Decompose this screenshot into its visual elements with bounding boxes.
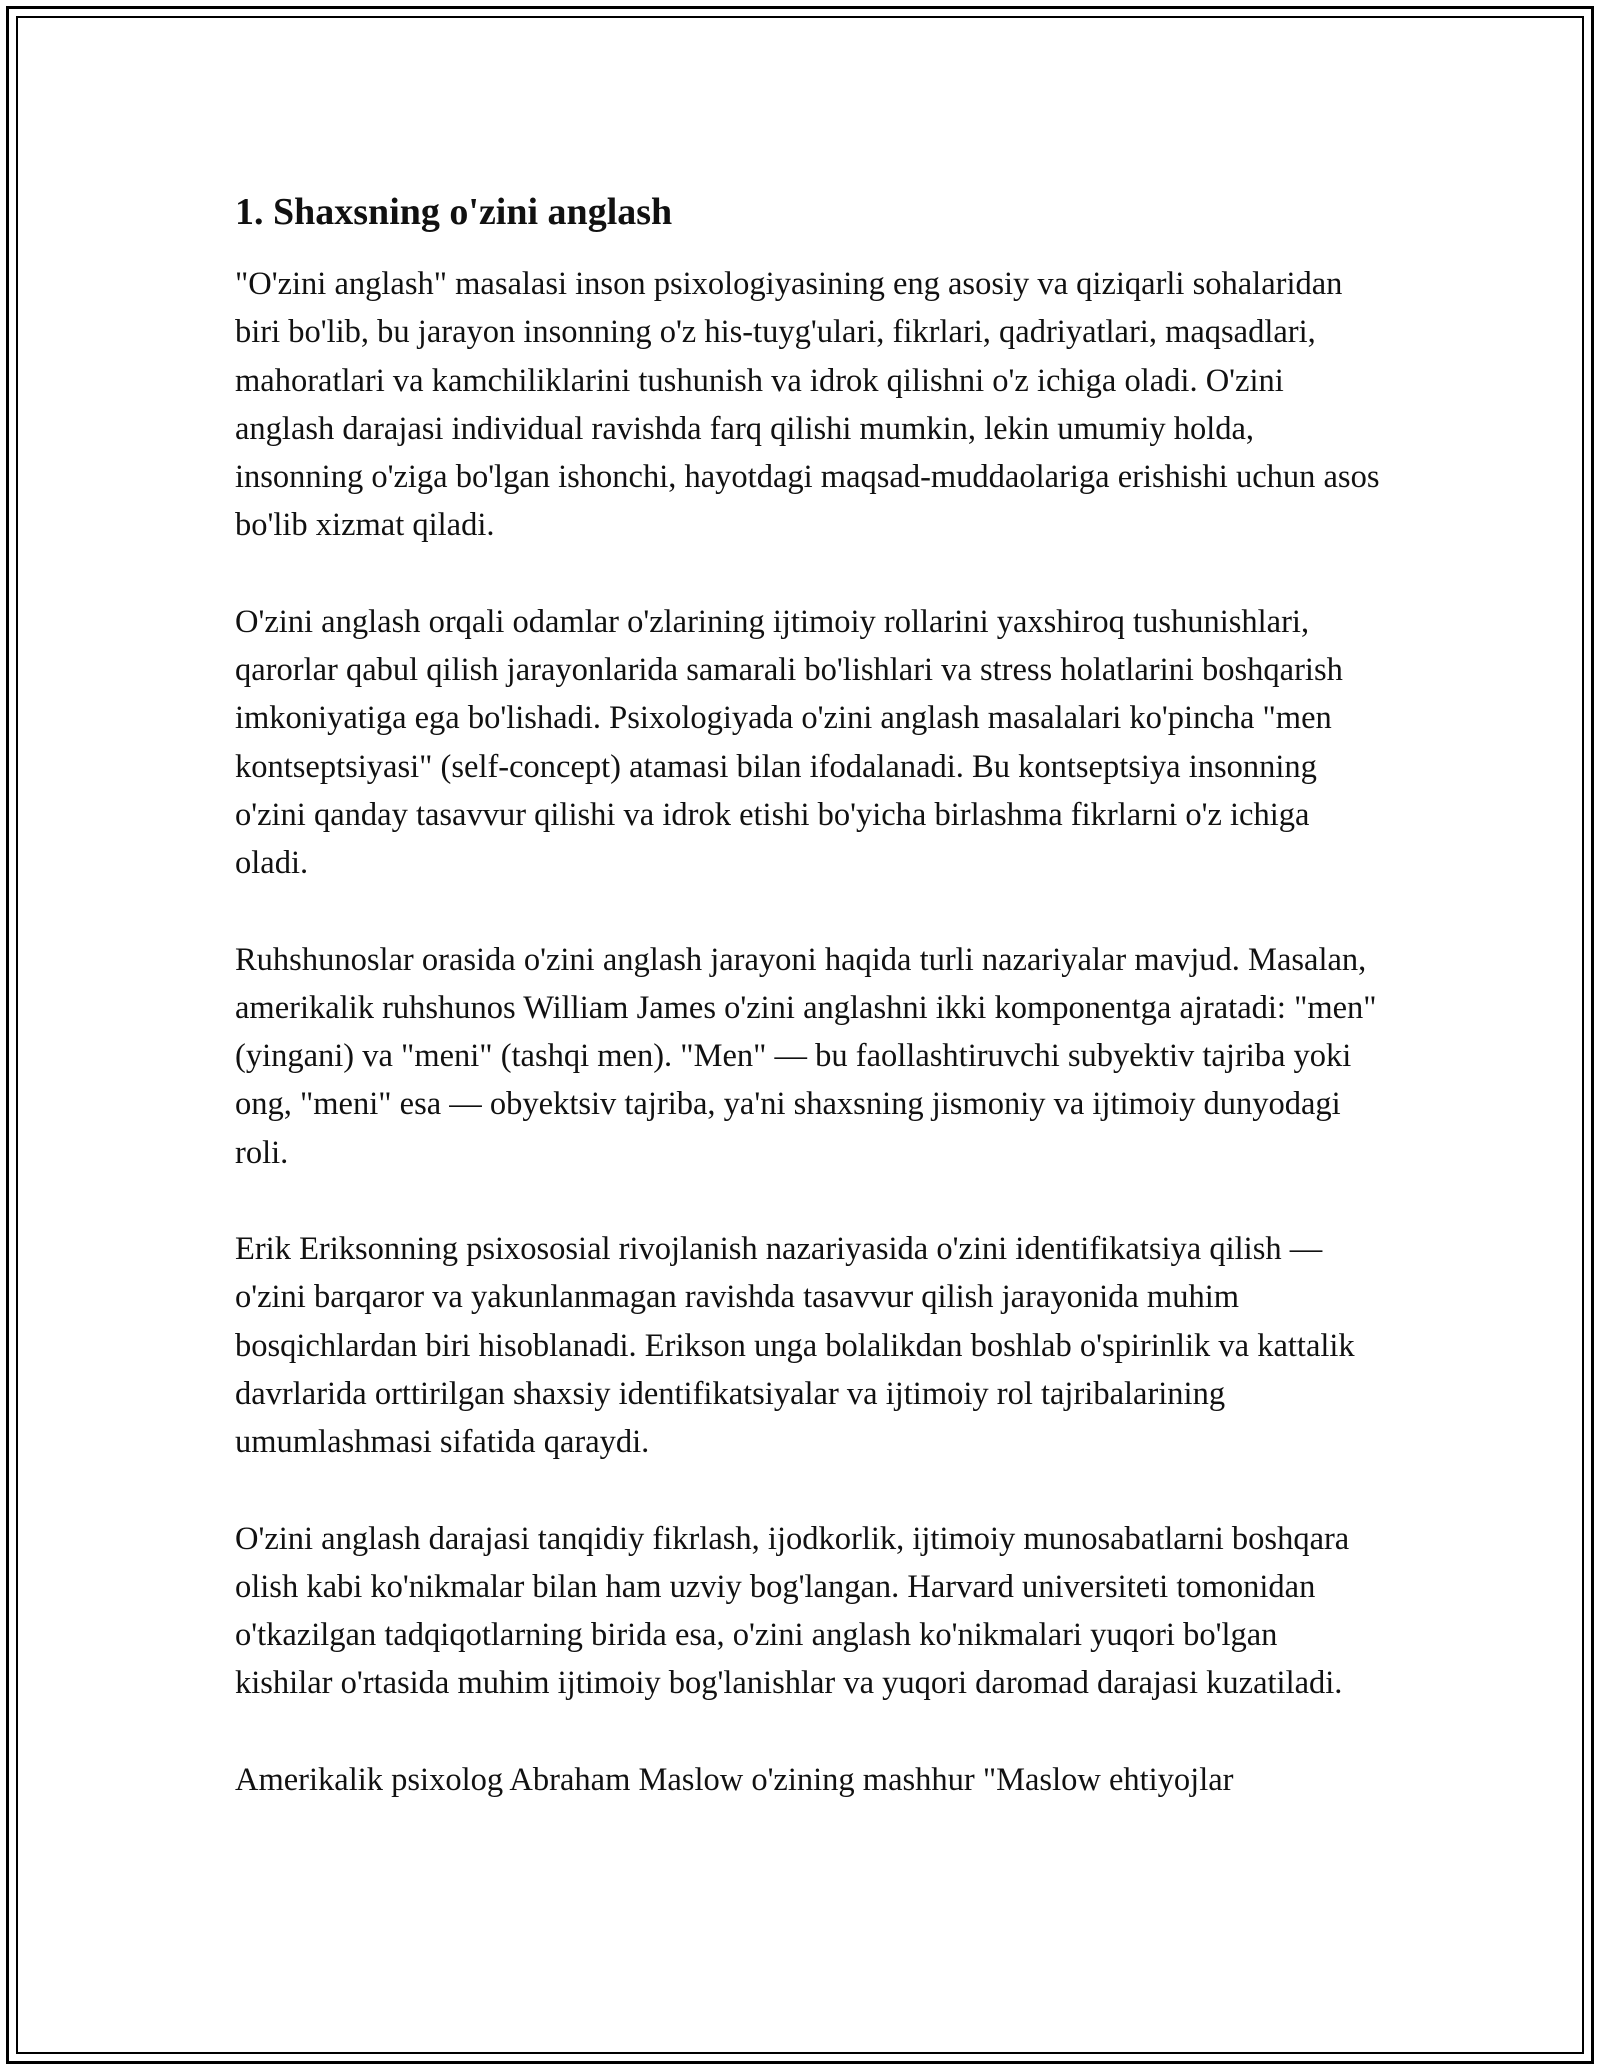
paragraph-skills-harvard: O'zini anglash darajasi tanqidiy fikrlash, ijodkorlik, ijtimoiy munosabatlarni boshqara olish kabi ko'nikmalar bilan ham uzviy bog'langan. Harvard universiteti tomonidan o'tkazilgan tadqiqotlarning birida esa, o'zini anglash ko'nikmalari yuqori bo'lgan kishilar o'rtasida muhim ijtimoiy bog'lanishlar va yuqori daromad darajasi kuzatiladi.: [235, 1520, 1350, 1702]
paragraph-william-james: Ruhshunoslar orasida o'zini anglash jarayoni haqida turli nazariyalar mavjud. Masalan, amerikalik ruhshunos William James o'zini anglashni ikki komponentga ajratadi: "men" (yingani) va "meni" (tashqi men). "Men" — bu faollashtiruvchi subyektiv tajriba yoki ong, "meni" esa — obyektsiv tajriba, ya'ni shaxsning jismoniy va ijtimoiy dunyodagi roli.: [235, 941, 1377, 1171]
paragraph-self-awareness-intro: "O'zini anglash" masalasi inson psixologiyasining eng asosiy va qiziqarli sohalaridan biri bo'lib, bu jarayon insonning o'z his-tuyg'ulari, fikrlari, qadriyatlari, maqsadlari, mahoratlari va kamchiliklarini tushunish va idrok qilishni o'z ichiga oladi. O'zini anglash darajasi individual ravishda farq qilishi mumkin, lekin umumiy holda, insonning o'ziga bo'lgan ishonchi, hayotdagi maqsad-muddaolariga erishishi uchun asos bo'lib xizmat qiladi.: [235, 266, 1380, 544]
document-body: [235, 186, 1380, 1852]
paragraph-self-concept: O'zini anglash orqali odamlar o'zlarining ijtimoiy rollarini yaxshiroq tushunishlari, qarorlar qabul qilish jarayonlarida samarali bo'lishlari va stress holatlarini boshqarish imkoniyatiga ega bo'lishadi. Psixologiyada o'zini anglash masalalari ko'pincha "men kontseptsiyasi" (self-concept) atamasi bilan ifodalanadi. Bu kontseptsiya insonning o'zini qanday tasavvur qilishi va idrok etishi bo'yicha birlashma fikrlarni o'z ichiga oladi.: [235, 603, 1343, 882]
paragraph-erik-erikson: Erik Eriksonning psixososial rivojlanish nazariyasida o'zini identifikatsiya qilish — o'zini barqaror va yakunlanmagan ravishda tasavvur qilish jarayonida muhim bosqichlardan biri hisoblanadi. Erikson unga bolalikdan boshlab o'spirinlik va kattalik davrlarida orttirilgan shaxsiy identifikatsiyalar va ijtimoiy rol tajribalarining umumlashmasi sifatida qaraydi.: [235, 1231, 1355, 1461]
paragraph-maslow: Amerikalik psixolog Abraham Maslow o'zining mashhur "Maslow ehtiyojlar: [235, 1761, 1234, 1798]
section-heading: 1. Shaxsning o'zini anglash: [235, 191, 673, 233]
